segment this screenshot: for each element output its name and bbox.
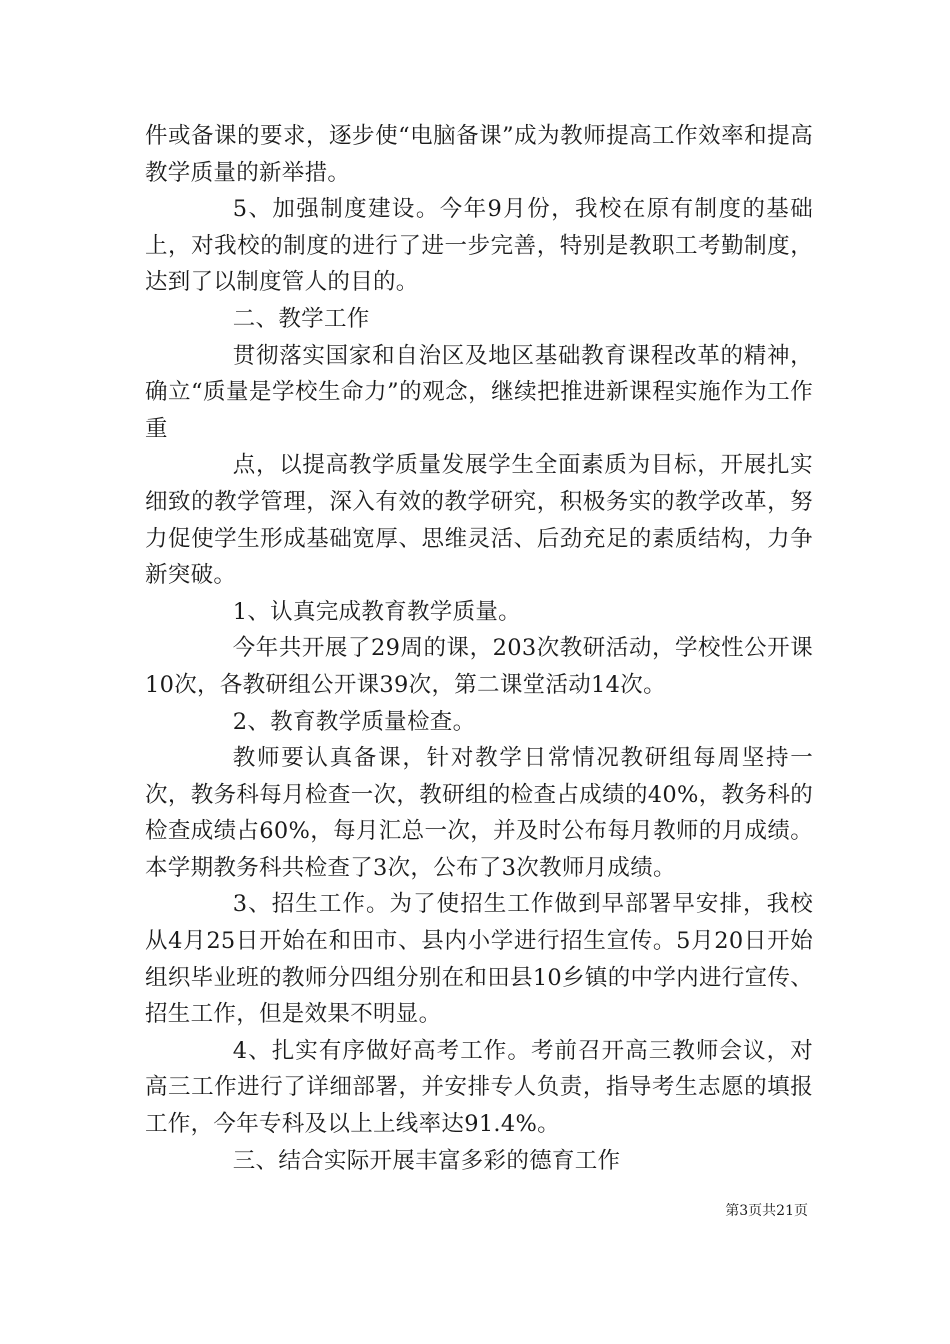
document-body [145, 118, 813, 1179]
subsection-heading: 1、认真完成教育教学质量。 [232, 598, 521, 625]
section-heading: 二、教学工作 [232, 305, 370, 332]
paragraph: 件或备课的要求，逐步使“电脑备课”成为教师提高工作效率和提高教学质量的新举措。 [145, 123, 813, 186]
page-number: 第3页共21页 [725, 1203, 808, 1219]
subsection-heading: 2、教育教学质量检查。 [232, 708, 476, 735]
paragraph: 今年共开展了29周的课，203次教研活动，学校性公开课10次，各教研组公开课39次，第二课堂活动14次。 [145, 635, 813, 698]
paragraph: 5、加强制度建设。今年9月份，我校在原有制度的基础上，对我校的制度的进行了进一步完善，特别是教职工考勤制度，达到了以制度管人的目的。 [145, 196, 813, 296]
section-heading: 三、结合实际开展丰富多彩的德育工作 [232, 1147, 621, 1174]
paragraph: 教师要认真备课，针对教学日常情况教研组每周坚持一次，教务科每月检查一次，教研组的检查占成绩的40%，教务科的检查成绩占60%，每月汇总一次，并及时公布每月教师的月成绩。本学期教务科共检查了3次，公布了3次教师月成绩。 [145, 745, 813, 881]
paragraph: 点，以提高教学质量发展学生全面素质为目标，开展扎实细致的教学管理，深入有效的教学研究，积极务实的教学改革，努力促使学生形成基础宽厚、思维灵活、后劲充足的素质结构，力争新突破。 [145, 452, 813, 589]
paragraph: 4、扎实有序做好高考工作。考前召开高三教师会议，对高三工作进行了详细部署，并安排专人负责，指导考生志愿的填报工作，今年专科及以上上线率达91.4%。 [145, 1037, 813, 1138]
paragraph: 3、招生工作。为了使招生工作做到早部署早安排，我校从4月25日开始在和田市、县内小学进行招生宣传。5月20日开始组织毕业班的教师分四组分别在和田县10乡镇的中学内进行宣传、招生工作，但是效果不明显。 [145, 891, 813, 1028]
paragraph: 贯彻落实国家和自治区及地区基础教育课程改革的精神，确立“质量是学校生命力”的观念，继续把推进新课程实施作为工作重 [145, 342, 813, 442]
